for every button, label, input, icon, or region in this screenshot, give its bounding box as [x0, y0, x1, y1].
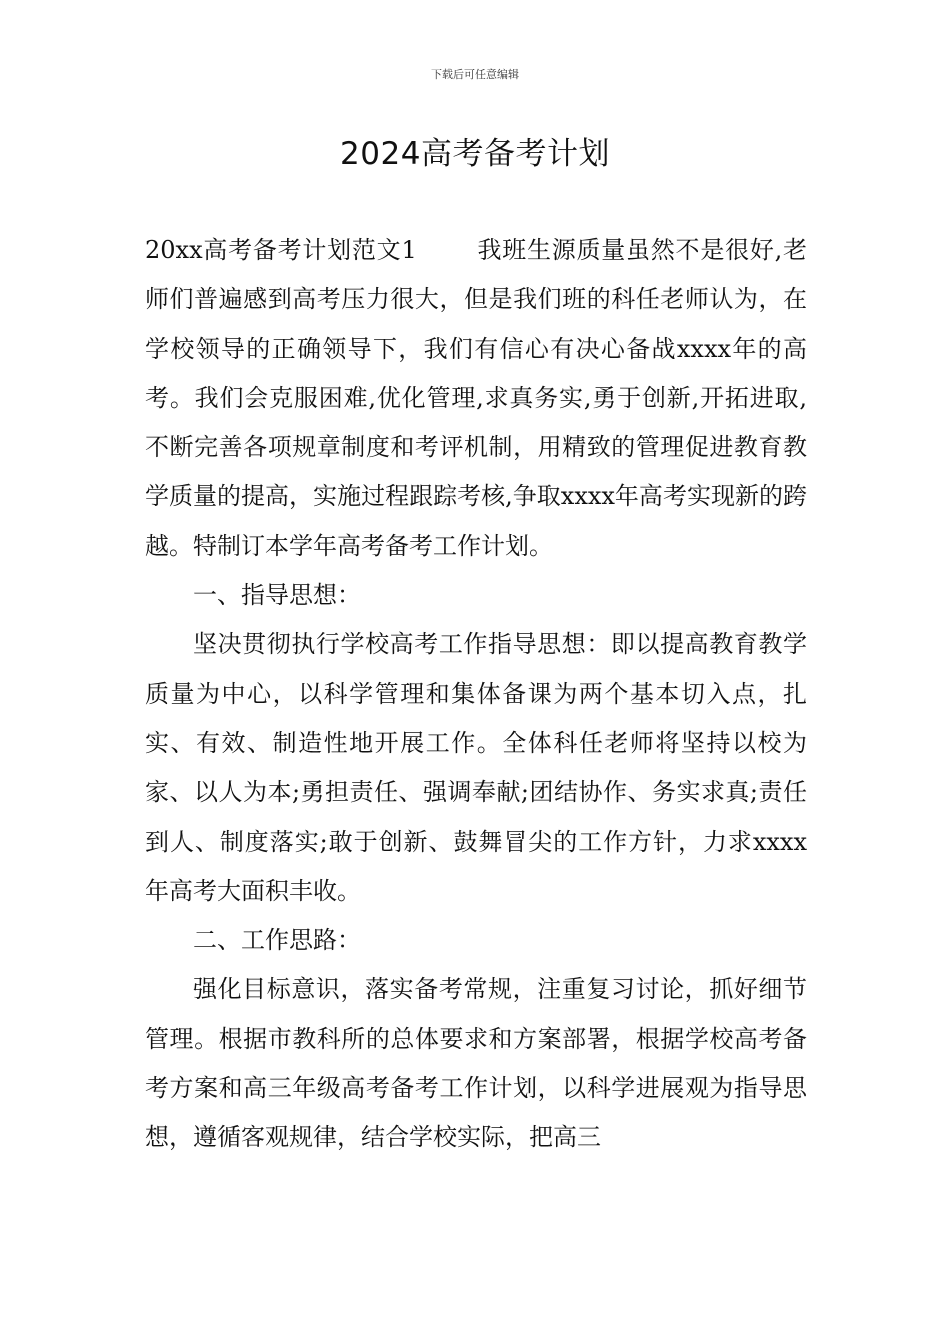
header-note: 下载后可任意编辑 — [431, 68, 519, 81]
intro-lead: 20xx高考备考计划范文1 — [145, 236, 417, 264]
document-title: 2024高考备考计划 — [340, 136, 610, 172]
intro-text: 我班生源质量虽然不是很好,老师们普遍感到高考压力很大，但是我们班的科任老师认为，在学校领导的正确领导下，我们有信心有决心备战xxxx年的高考。我们会克服困难,优化管理,求真务实,勇于创新,开拓进取,不断完善各项规章制度和考评机制，用精致的管理促进教育教学质量的提高，实施过程跟踪考核,争取xxxx年高考实现新的跨越。特制订本学年高考备考工作计划。 — [145, 236, 807, 560]
section-heading-work-approach: 二、工作思路： — [193, 926, 361, 955]
intro-paragraph — [145, 226, 807, 571]
section-heading-guiding-ideology: 一、指导思想： — [193, 581, 361, 610]
document-body — [145, 226, 807, 1163]
work-approach-paragraph: 强化目标意识，落实备考常规，注重复习讨论，抓好细节管理。根据市教科所的总体要求和方案部署，根据学校高考备考方案和高三年级高考备考工作计划，以科学进展观为指导思想，遵循客观规律，结合学校实际，把高三 — [145, 975, 807, 1152]
guiding-ideology-paragraph: 坚决贯彻执行学校高考工作指导思想：即以提高教育教学质量为中心，以科学管理和集体备课为两个基本切入点，扎实、有效、制造性地开展工作。全体科任老师将坚持以校为家、以人为本;勇担责任、强调奉献;团结协作、务实求真;责任到人、制度落实;敢于创新、鼓舞冒尖的工作方针，力求xxxx年高考大面积丰收。 — [145, 630, 807, 905]
